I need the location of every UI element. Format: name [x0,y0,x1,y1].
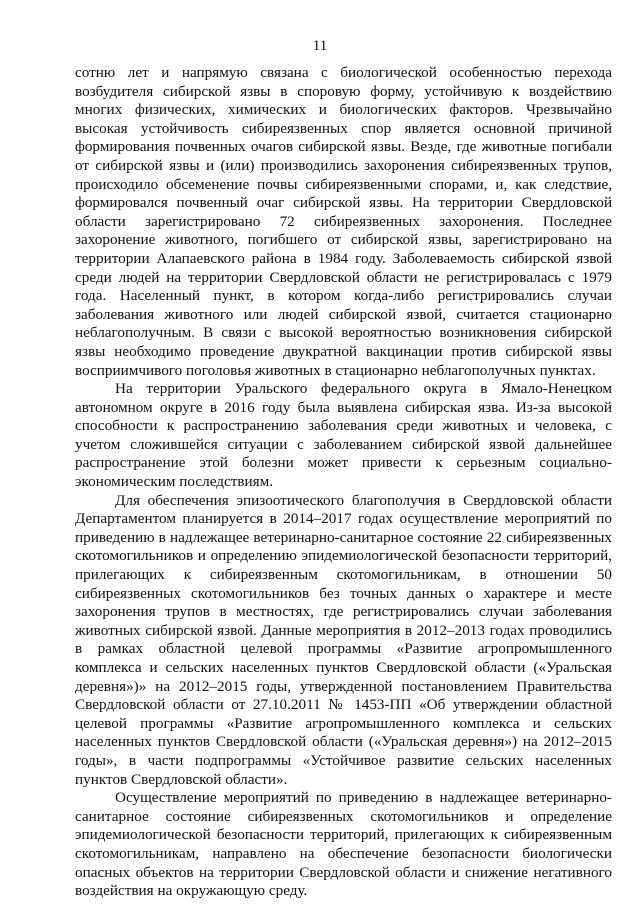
paragraph-2: На территории Уральского федерального округа в Ямало-Ненецком автономном округе в 2016 году была выявлена сибирская язва. Из-за высокой способности к распространению заболевания среди животных и человека, с учетом сложившейся ситуации с заболеванием сибирской язвой дальнейшее распространение этой болезни может привести к серьезным социально-экономическим последствиям. [75,380,612,491]
page-number: 11 [312,38,328,54]
paragraph-3: Для обеспечения эпизоотического благополучия в Свердловской области Департаментом планируется в 2014–2017 годах осуществление мероприятий по приведению в надлежащее ветеринарно-санитарное состояние 22 сибиреязвенных скотомогильников и определению эпидемиологической безопасности территорий, прилегающих к сибиреязвенным скотомогильникам, в отношении 50 сибиреязвенных скотомогильников без точных данных о характере и месте захоронения трупов в местностях, где регистрировались случаи заболевания животных сибирской язвой. Данные мероприятия в 2012–2013 годах проводились в рамках областной целевой программы «Развитие агропромышленного комплекса и сельских населенных пунктов Свердловской области («Уральская деревня»)» на 2012–2015 годы, утвержденной постановлением Правительства Свердловской области от 27.10.2011 № 1453-ПП «Об утверждении областной целевой программы «Развитие агропромышленного комплекса и сельских населенных пунктов Свердловской области («Уральская деревня») на 2012–2015 годы», в части подпрограммы «Устойчивое развитие сельских населенных пунктов Свердловской области». [75,491,612,788]
paragraph-1: сотню лет и напрямую связана с биологической особенностью перехода возбудителя сибирской язвы в споровую форму, устойчивую к воздействию многих физических, химических и биологических факторов. Чрезвычайно высокая устойчивость сибиреязвенных спор является основной причиной формирования почвенных очагов сибирской язвы. Везде, где животные погибали от сибирской язвы и (или) производились захоронения сибиреязвенных трупов, происходило обсеменение почвы сибиреязвенными спорами, и, как следствие, формировался почвенный очаг сибирской язвы. На территории Свердловской области зарегистрировано 72 сибиреязвенных захоронения. Последнее захоронение животного, погибшего от сибирской язвы, зарегистрировано на территории Алапаевского района в 1984 году. Заболеваемость сибирской язвой среди людей на территории Свердловской области не регистрировалась с 1979 года. Населенный пункт, в котором когда-либо регистрировались случаи заболевания животного или людей сибирской язвой, считается стационарно неблагополучным. В связи с высокой вероятностью возникновения сибирской язвы необходимо проведение двукратной вакцинации против сибирской язвы восприимчивого поголовья животных в стационарно неблагополучных пунктах. [75,64,612,379]
document-body [75,64,612,901]
paragraph-4: Осуществление мероприятий по приведению в надлежащее ветеринарно-санитарное состояние сибиреязвенных скотомогильников и определение эпидемиологической безопасности территорий, прилегающих к сибиреязвенным скотомогильникам, направлено на обеспечение безопасности биологически опасных объектов на территории Свердловской области и снижение негативного воздействия на окружающую среду. [75,789,612,900]
